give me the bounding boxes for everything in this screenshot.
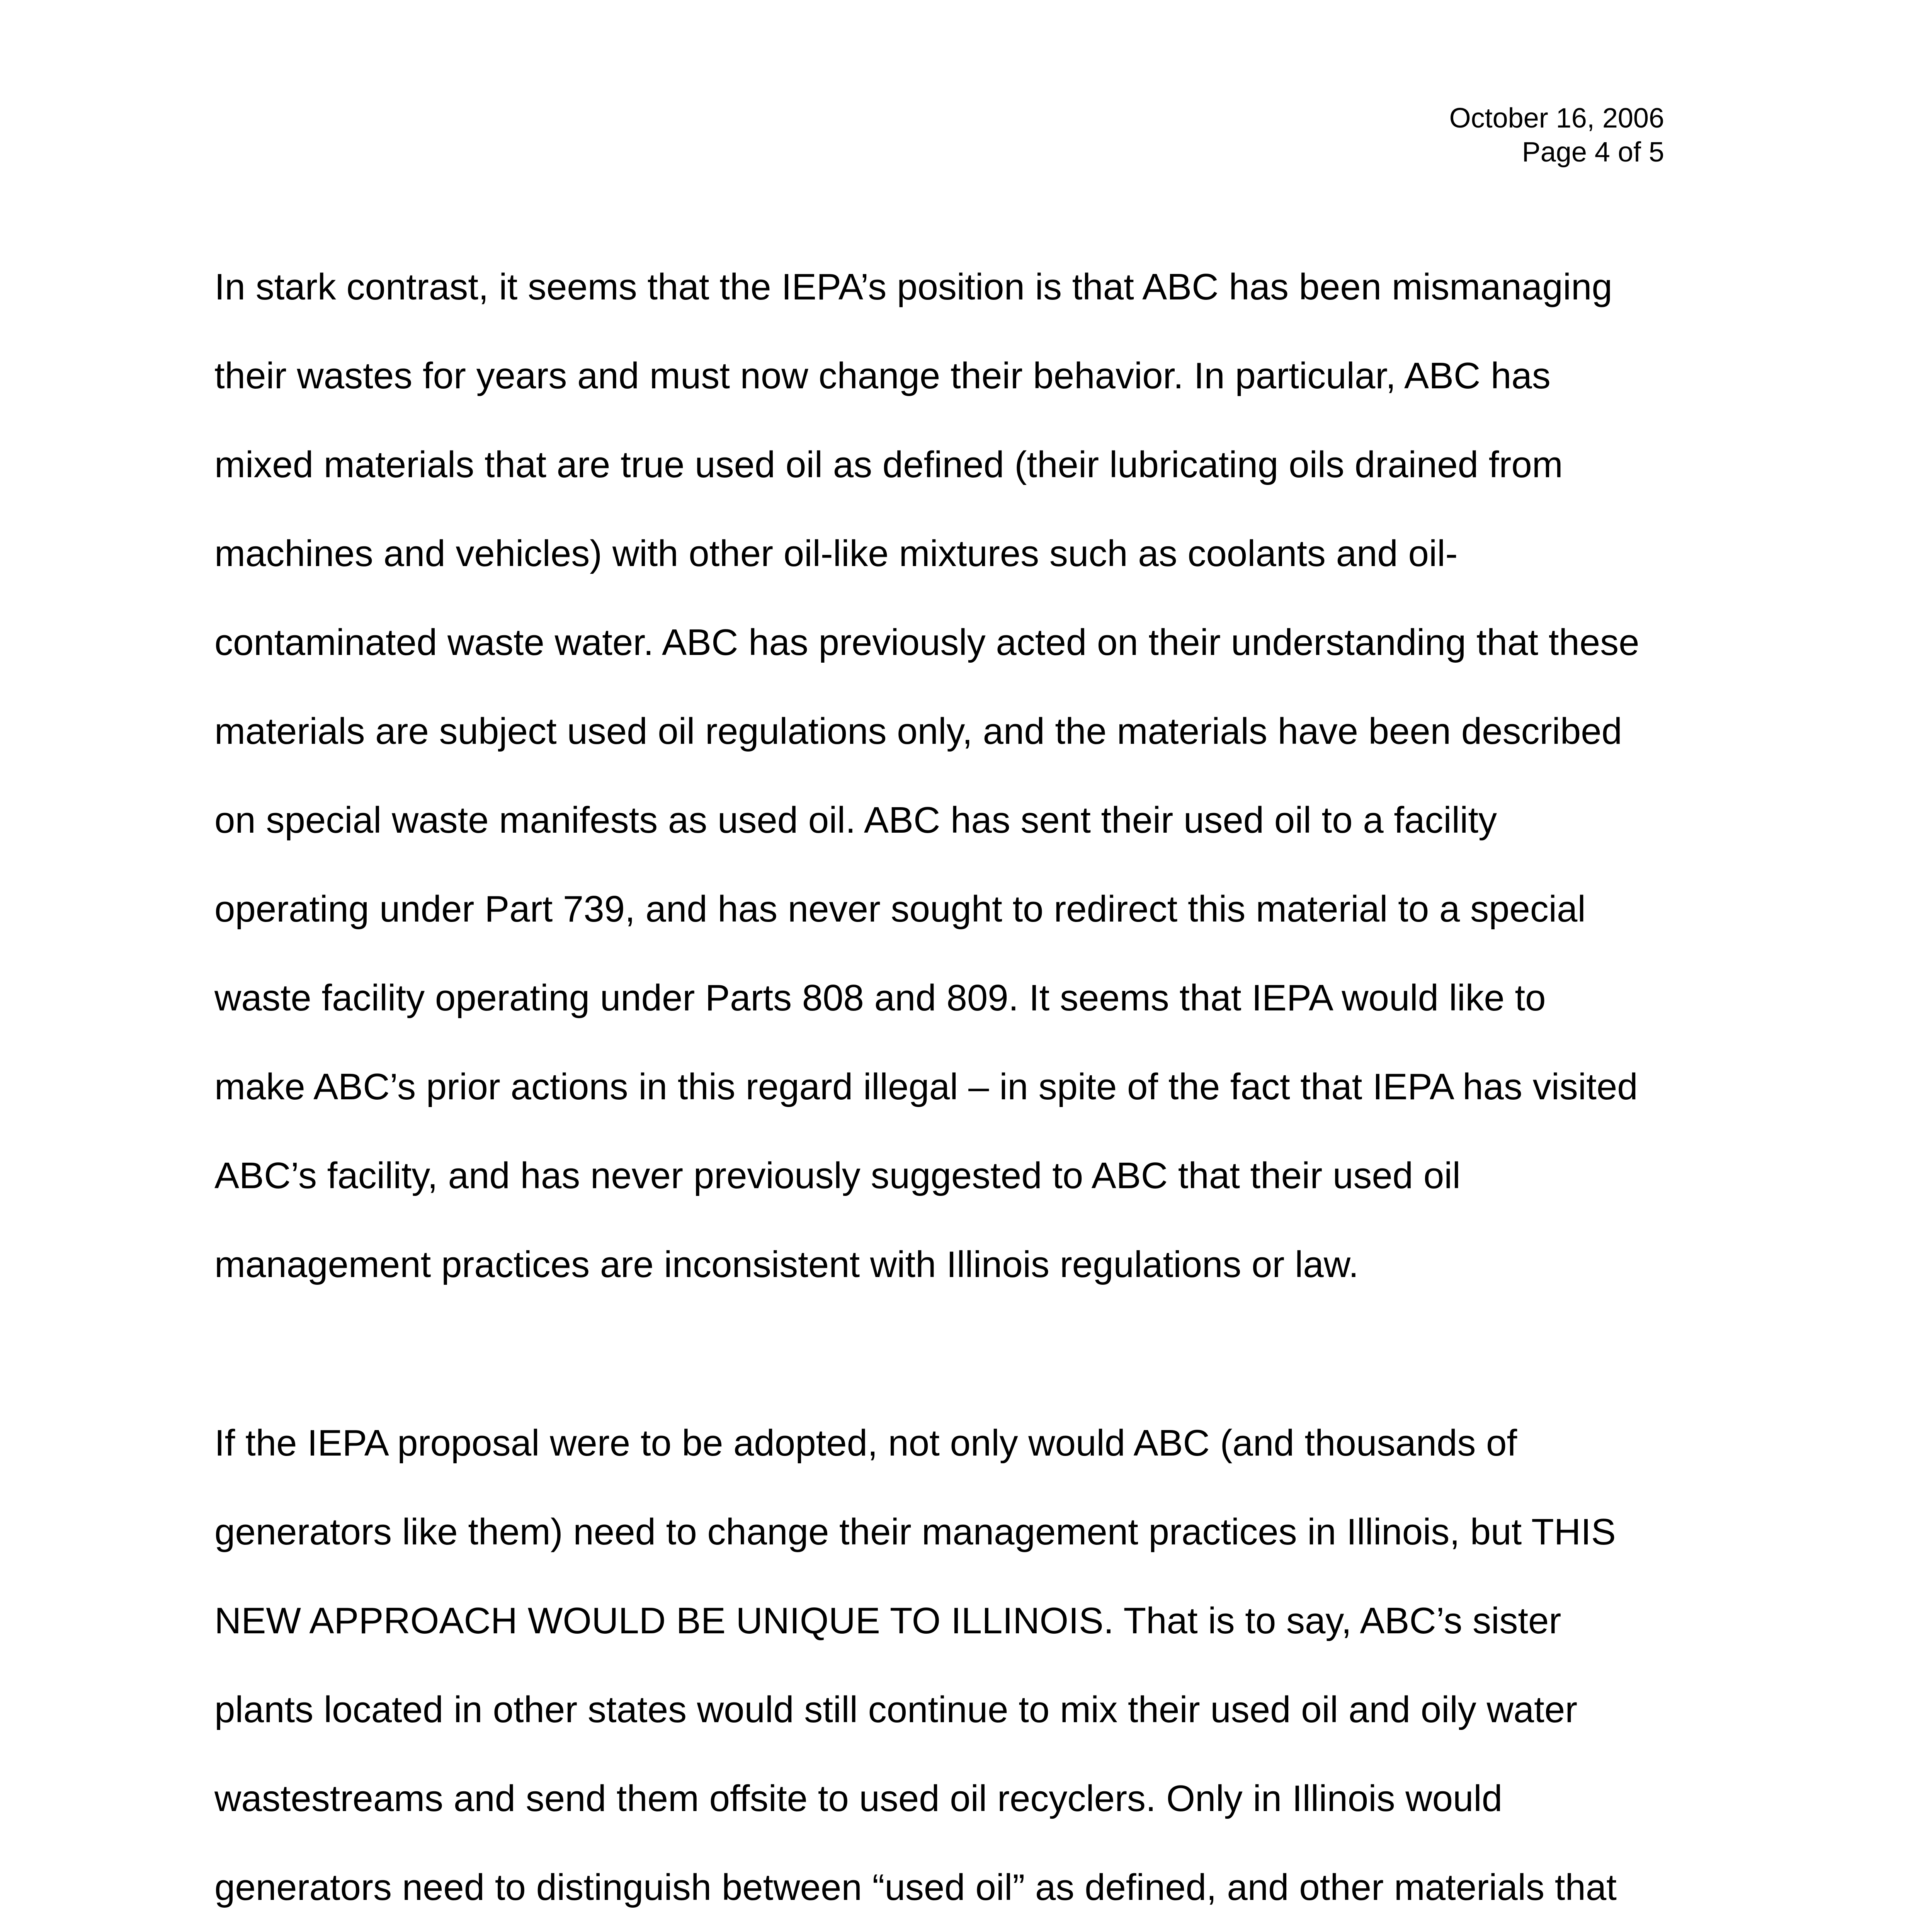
- paragraph-line: generators like them) need to change their management practices in Illinois, but THIS: [214, 1511, 1616, 1553]
- paragraph-line: waste facility operating under Parts 808 and 809. It seems that IEPA would like to: [214, 977, 1546, 1019]
- paragraph-line: wastestreams and send them offsite to used oil recyclers. Only in Illinois would: [214, 1778, 1503, 1819]
- paragraph-line: materials are subject used oil regulations only, and the materials have been described: [214, 711, 1622, 752]
- paragraph-line: generators need to distinguish between “used oil” as defined, and other materials that: [214, 1867, 1617, 1908]
- paragraph-line: operating under Part 739, and has never sought to redirect this material to a special: [214, 888, 1586, 930]
- header-page-number: Page 4 of 5: [1522, 137, 1664, 168]
- paragraph-line: ABC’s facility, and has never previously suggested to ABC that their used oil: [214, 1155, 1461, 1196]
- paragraph-line: mixed materials that are true used oil as defined (their lubricating oils drained from: [214, 444, 1563, 485]
- paragraph-line: If the IEPA proposal were to be adopted, not only would ABC (and thousands of: [214, 1422, 1517, 1464]
- paragraph-line: In stark contrast, it seems that the IEPA’s position is that ABC has been mismanaging: [214, 266, 1612, 308]
- paragraph-line: make ABC’s prior actions in this regard illegal – in spite of the fact that IEPA has visited: [214, 1066, 1638, 1107]
- paragraph-line: management practices are inconsistent with Illinois regulations or law.: [214, 1244, 1359, 1285]
- paragraph-line: contaminated waste water. ABC has previously acted on their understanding that these: [214, 622, 1639, 663]
- paragraph-line: machines and vehicles) with other oil-like mixtures such as coolants and oil-: [214, 533, 1458, 574]
- paragraph-line: their wastes for years and must now change their behavior. In particular, ABC has: [214, 355, 1551, 396]
- page-header: [1449, 101, 1664, 169]
- paragraph-line: NEW APPROACH WOULD BE UNIQUE TO ILLINOIS. That is to say, ABC’s sister: [214, 1600, 1561, 1641]
- paragraph-line: on special waste manifests as used oil. ABC has sent their used oil to a facility: [214, 799, 1497, 841]
- paragraph-line: plants located in other states would still continue to mix their used oil and oily water: [214, 1689, 1578, 1730]
- header-date: October 16, 2006: [1449, 103, 1664, 134]
